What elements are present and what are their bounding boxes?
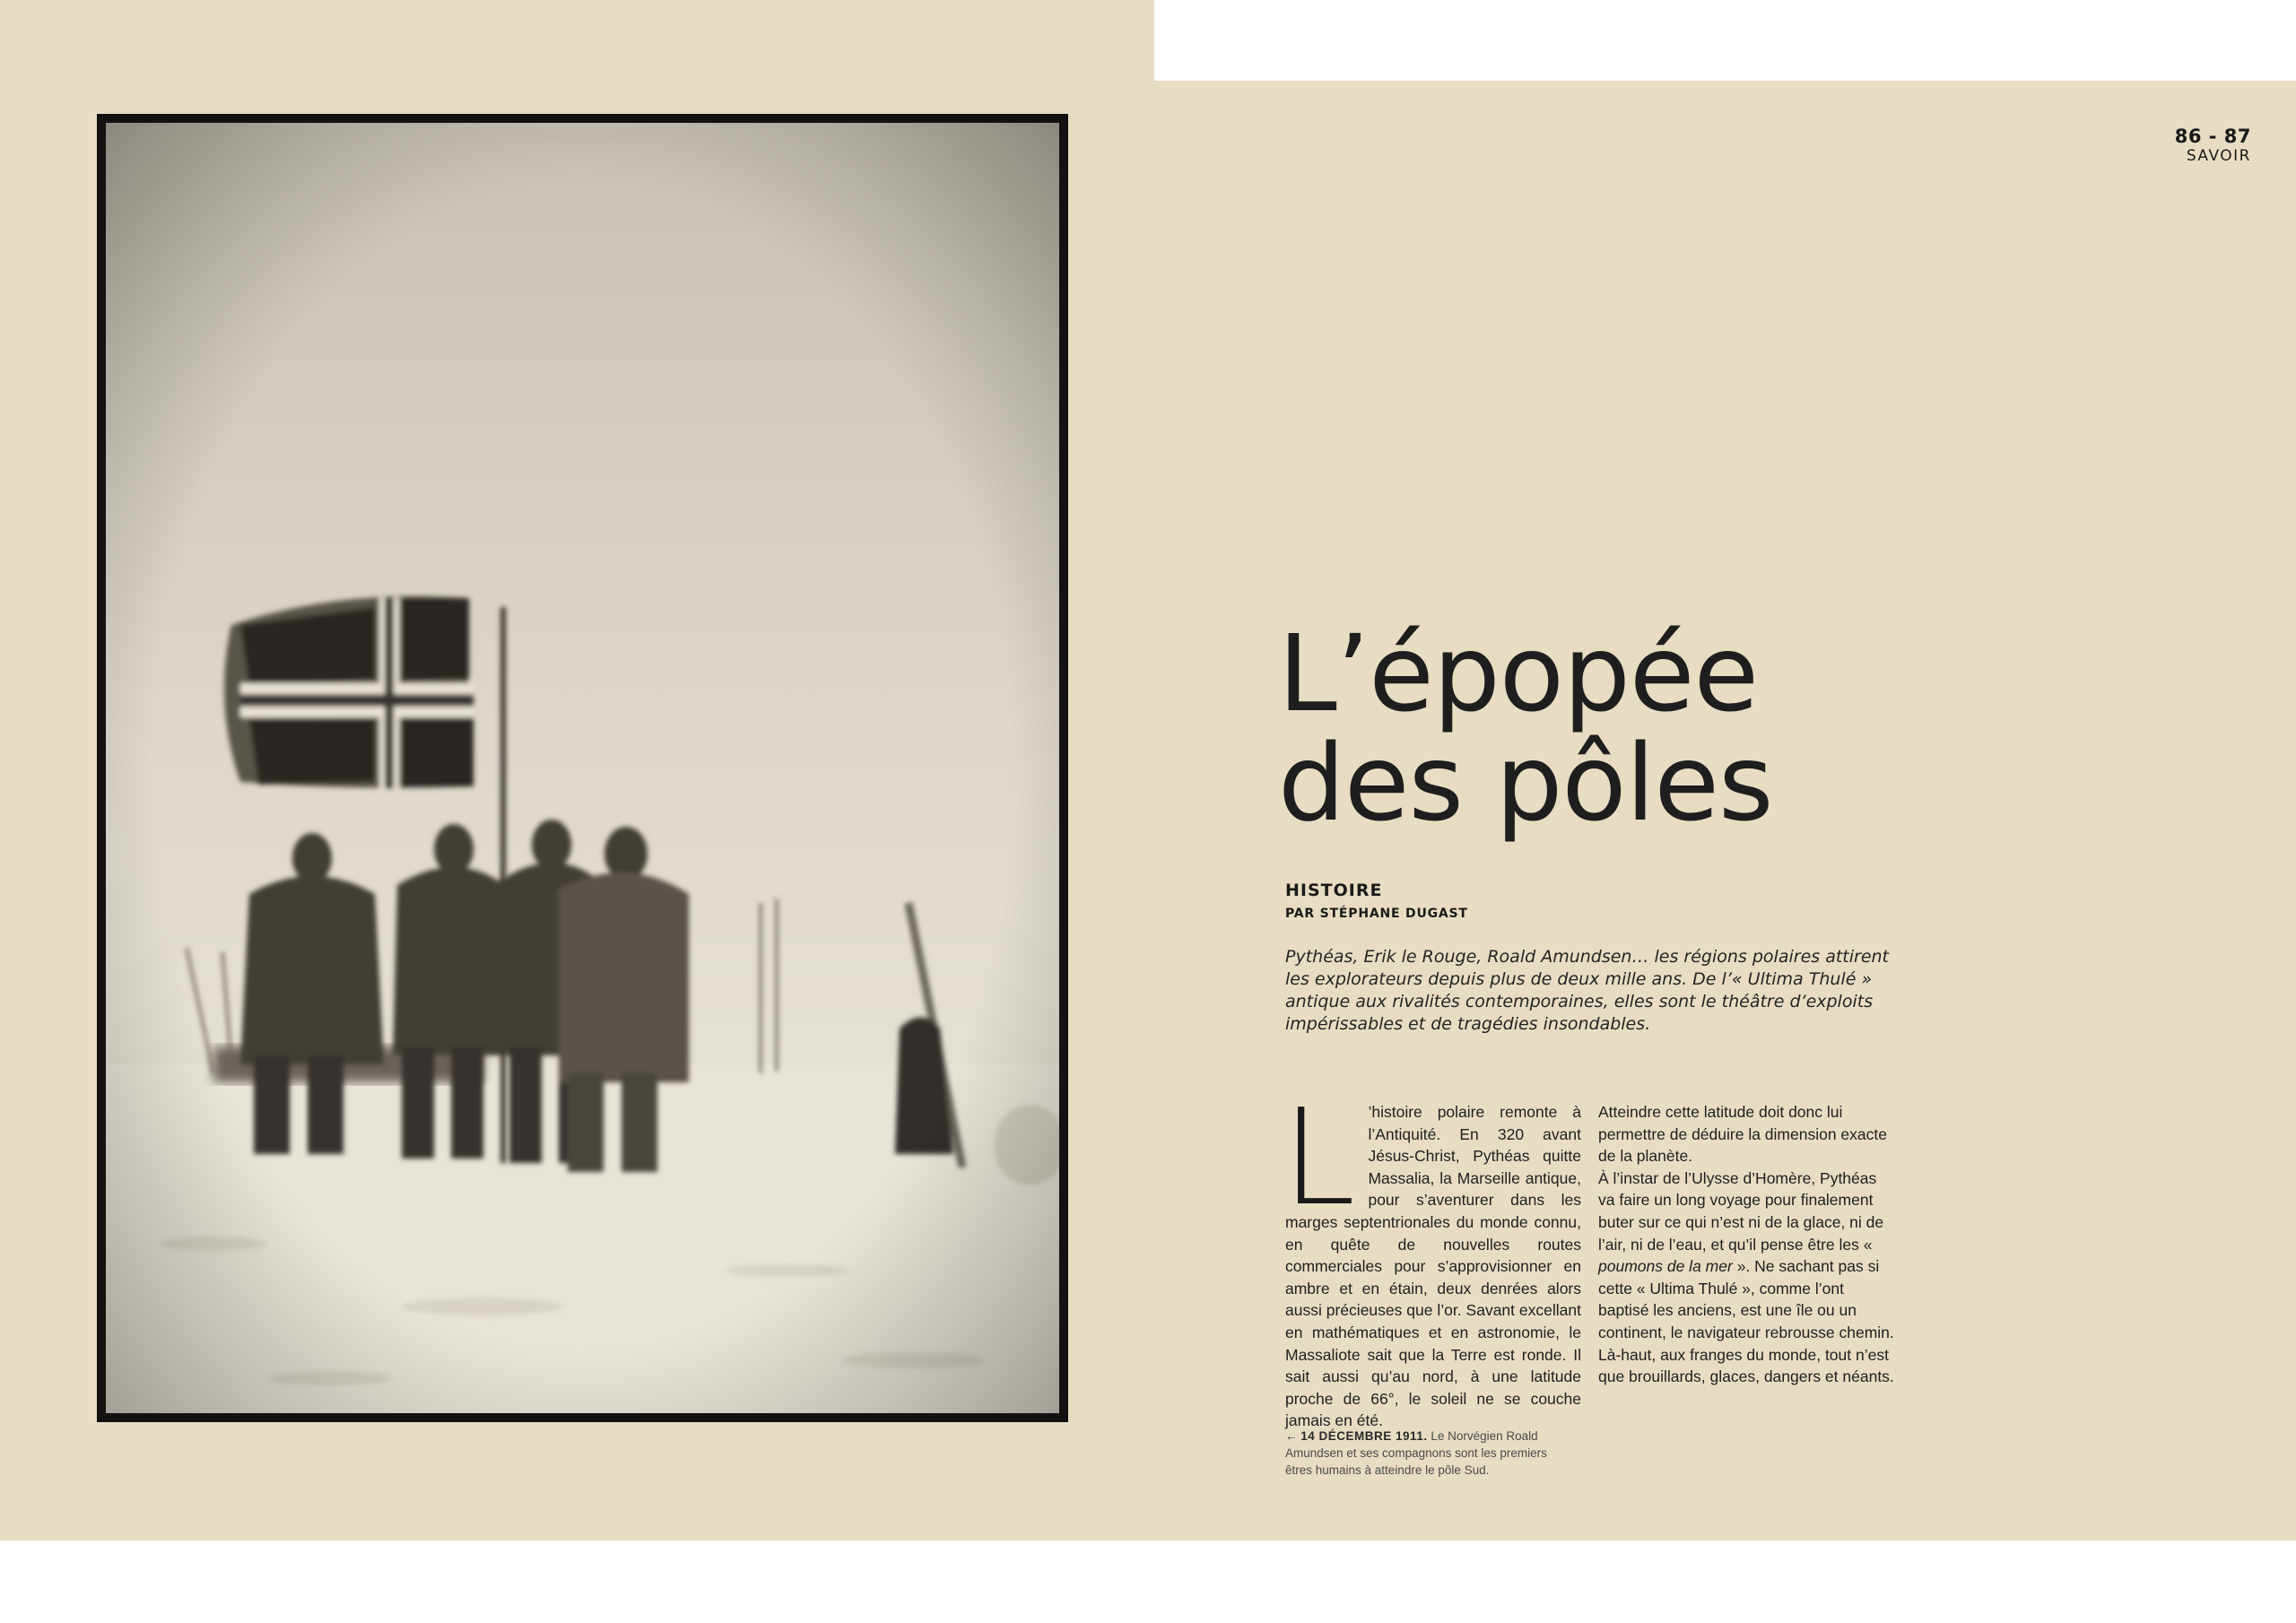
caption-text: Le Norvégien Roald Amundsen et ses compagnons sont les premiers êtres humains à atteindre le pôle Sud. bbox=[1285, 1429, 1547, 1477]
article-title bbox=[1278, 612, 2085, 845]
column-2-paragraph-2 bbox=[1598, 1167, 1894, 1388]
south-pole-expedition-photo bbox=[106, 123, 1059, 1413]
left-page bbox=[0, 0, 1154, 1541]
body-column-2 bbox=[1598, 1101, 1894, 1388]
column-2-italic: poumons de la mer bbox=[1598, 1257, 1733, 1276]
caption-date: 14 DÉCEMBRE 1911. bbox=[1300, 1429, 1428, 1443]
section-label: SAVOIR bbox=[2186, 147, 2251, 165]
column-2-paragraph-1: Atteindre cette latitude doit donc lui permettre de déduire la dimension exacte de la planète. bbox=[1598, 1103, 1887, 1166]
drop-cap: L bbox=[1282, 1081, 1356, 1235]
rubric: HISTOIRE bbox=[1285, 881, 1383, 900]
byline: PAR STÉPHANE DUGAST bbox=[1285, 907, 1468, 921]
column-2-text-a: À l’instar de l’Ulysse d’Homère, Pythéas va faire un long voyage pour finalement buter sur ce qui n’est ni de la glace, ni de l’air, ni de l’eau, et qu’il pense être les « bbox=[1598, 1168, 1884, 1254]
photo-caption bbox=[1285, 1428, 1554, 1479]
standfirst: Pythéas, Erik le Rouge, Roald Amundsen… les régions polaires attirent les explorateurs depuis plus de deux mille ans. De l’« Ultima Thulé » antique aux rivalités contemporaines, elles sont le théâtre d’exploits impérissables et de tragédies insondables. bbox=[1285, 947, 1890, 1034]
column-1-text: ’histoire polaire remonte à l’Antiquité. En 320 avant Jésus-Christ, Pythéas quitte Massalia, la Marseille antique, pour s’aventurer dans les marges septentrionales du monde connu, en quête de nouvelles routes commerciales pour s’approvisionner en ambre et en étain, deux denrées alors aussi précieuses que l’or. Savant excellant en mathématiques et en astronomie, le Massaliote sait que la Terre est ronde. Il sait aussi qu’au nord, à une latitude proche de 66°, le soleil ne se couche jamais en été. bbox=[1285, 1103, 1581, 1430]
historical-photo-frame bbox=[97, 114, 1068, 1422]
body-column-1 bbox=[1282, 1081, 1581, 1432]
title-line-2: des pôles bbox=[1278, 721, 1773, 845]
page-numbers: 86 - 87 bbox=[2174, 126, 2251, 147]
arrow-left-icon: ← bbox=[1285, 1429, 1298, 1443]
column-2-text-b: ». Ne sachant pas si cette « Ultima Thulé », comme l’ont baptisé les anciens, est une île ou un continent, le navigateur rebrousse chemin. Là-haut, aux franges du monde, tout n’est que brouillards, glaces, dangers et néants. bbox=[1598, 1257, 1894, 1386]
title-line-1: L’épopée bbox=[1278, 612, 1759, 735]
